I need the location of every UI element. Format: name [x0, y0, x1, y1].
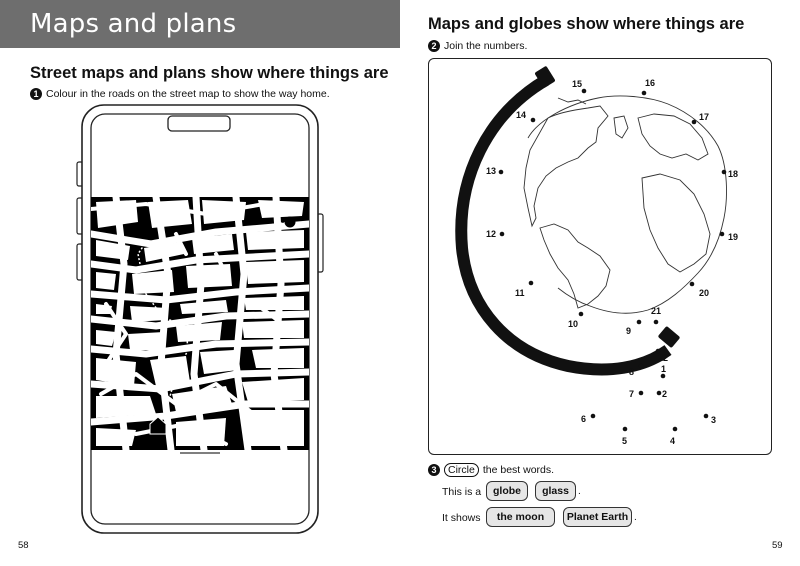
street-map: [91, 197, 309, 450]
dot: [499, 170, 504, 175]
option-globe[interactable]: globe: [486, 481, 528, 501]
right-page-number: 59: [772, 540, 783, 551]
dot-label-17: 17: [699, 112, 710, 122]
street-maps-heading: Street maps and plans show where things are: [30, 64, 389, 82]
dot-label-8: 8: [629, 367, 635, 377]
dot: [529, 281, 534, 286]
instruction-1-number: 1: [30, 88, 42, 100]
dot-label-22: 22: [658, 353, 669, 363]
dot: [654, 320, 659, 325]
dot-label-19: 19: [728, 232, 739, 242]
dot: [642, 91, 647, 96]
option-planet-earth[interactable]: Planet Earth: [563, 507, 632, 527]
dot-label-11: 11: [515, 288, 525, 298]
instruction-2-number: 2: [428, 40, 440, 52]
circle-word: Circle: [444, 463, 479, 477]
instruction-3: [428, 463, 554, 477]
dot: [722, 170, 727, 175]
row1-period: .: [578, 486, 581, 497]
instruction-3-text: the best words.: [482, 464, 555, 476]
dot-label-20: 20: [699, 288, 710, 298]
dot-label-6: 6: [581, 414, 587, 424]
dot-label-15: 15: [572, 79, 583, 89]
start-dot: [285, 217, 295, 227]
dot: [720, 232, 725, 237]
dot: [591, 414, 596, 419]
dot-label-12: 12: [486, 229, 497, 239]
dot: [500, 232, 505, 237]
dot: [637, 320, 642, 325]
dot-label-14: 14: [516, 110, 527, 120]
maps-globes-heading: Maps and globes show where things are: [428, 15, 745, 33]
dot-label-16: 16: [645, 78, 656, 88]
dot-label-1: 1: [661, 364, 667, 374]
dot-label-5: 5: [622, 436, 628, 446]
dot-label-21: 21: [651, 306, 662, 316]
row2-period: .: [634, 512, 637, 523]
dot: [657, 391, 662, 396]
instruction-2: [428, 40, 527, 52]
instruction-1: [30, 88, 330, 100]
row2-label: It shows: [442, 512, 481, 524]
left-page-number: 58: [18, 540, 29, 551]
dot-label-3: 3: [711, 415, 717, 425]
row1-label: This is a: [442, 486, 482, 498]
option-the-moon[interactable]: the moon: [486, 507, 555, 527]
instruction-3-number: 3: [428, 464, 440, 476]
dot-labels: [486, 78, 738, 446]
dot: [692, 120, 697, 125]
page-header-bar: [0, 0, 400, 48]
globe-stand-arc: [461, 80, 668, 369]
dot-label-9: 9: [626, 326, 632, 336]
dot-label-4: 4: [670, 436, 676, 446]
dot-to-dot-globe: [428, 58, 772, 455]
dot: [690, 282, 695, 287]
instruction-1-text: Colour in the roads on the street map to show the way home.: [46, 88, 330, 100]
dot: [623, 427, 628, 432]
dot: [582, 89, 587, 94]
instruction-2-text: Join the numbers.: [444, 40, 528, 52]
numbered-dots: [499, 89, 727, 432]
page-header-title: Maps and plans: [30, 9, 237, 39]
dot-label-18: 18: [728, 169, 739, 179]
dot-label-2: 2: [662, 389, 668, 399]
dot: [639, 391, 644, 396]
dot: [673, 427, 678, 432]
dot: [639, 364, 644, 369]
phone-speaker: [168, 116, 230, 131]
option-glass[interactable]: glass: [535, 481, 576, 501]
phone-street-map: [76, 104, 324, 536]
dot: [579, 312, 584, 317]
globe-stand-cap-bottom: [658, 326, 681, 348]
dot: [661, 374, 666, 379]
dot-label-7: 7: [629, 389, 635, 399]
dot-label-13: 13: [486, 166, 497, 176]
dot: [531, 118, 536, 123]
dot: [704, 414, 709, 419]
continents: [524, 96, 726, 313]
dot-label-10: 10: [568, 319, 579, 329]
